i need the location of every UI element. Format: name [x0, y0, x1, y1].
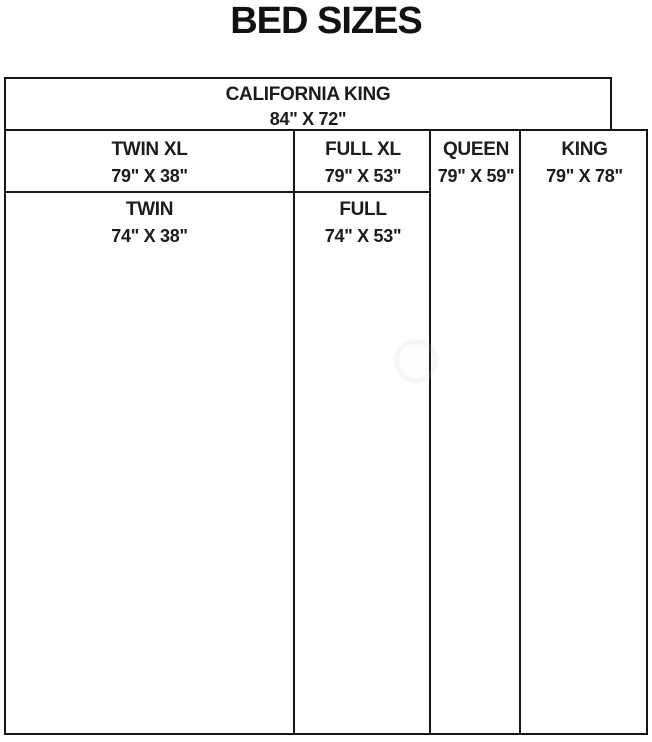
- bed-name-queen: QUEEN: [442, 139, 510, 160]
- bed-name-full-xl: FULL XL: [325, 139, 401, 160]
- standard-row-top-line: [4, 191, 431, 193]
- bed-dims-full-xl: 79" X 53": [324, 166, 402, 186]
- bed-dims-king: 79" X 78": [546, 166, 623, 186]
- bed-dims-twin: 74" X 38": [111, 226, 188, 246]
- bed-name-california-king: CALIFORNIA KING: [225, 84, 391, 105]
- queen-right-line: [519, 129, 521, 735]
- bed-label-twin: [4, 196, 295, 250]
- bed-label-full-xl: [295, 136, 431, 190]
- bed-label-twin-xl: [4, 136, 295, 190]
- king-right-line: [646, 129, 648, 735]
- bed-name-twin: TWIN: [125, 199, 174, 220]
- bed-label-king: [521, 136, 648, 190]
- page-title: BED SIZES: [230, 0, 422, 42]
- bed-dims-twin-xl: 79" X 38": [111, 166, 188, 186]
- diagram-bottom-line: [4, 733, 648, 735]
- bed-label-california-king: [4, 83, 612, 131]
- bed-label-full: [295, 196, 431, 250]
- bed-label-queen: [431, 136, 521, 190]
- california-king-top-line: [4, 77, 612, 79]
- watermark-circle: [394, 339, 438, 383]
- bed-dims-queen: 79" X 59": [437, 166, 515, 186]
- bed-dims-full: 74" X 53": [324, 226, 402, 246]
- bed-name-full: FULL: [339, 199, 387, 220]
- bed-dims-california-king: 84" X 72": [269, 109, 347, 129]
- bed-name-king: KING: [561, 139, 608, 160]
- bed-name-twin-xl: TWIN XL: [111, 139, 188, 160]
